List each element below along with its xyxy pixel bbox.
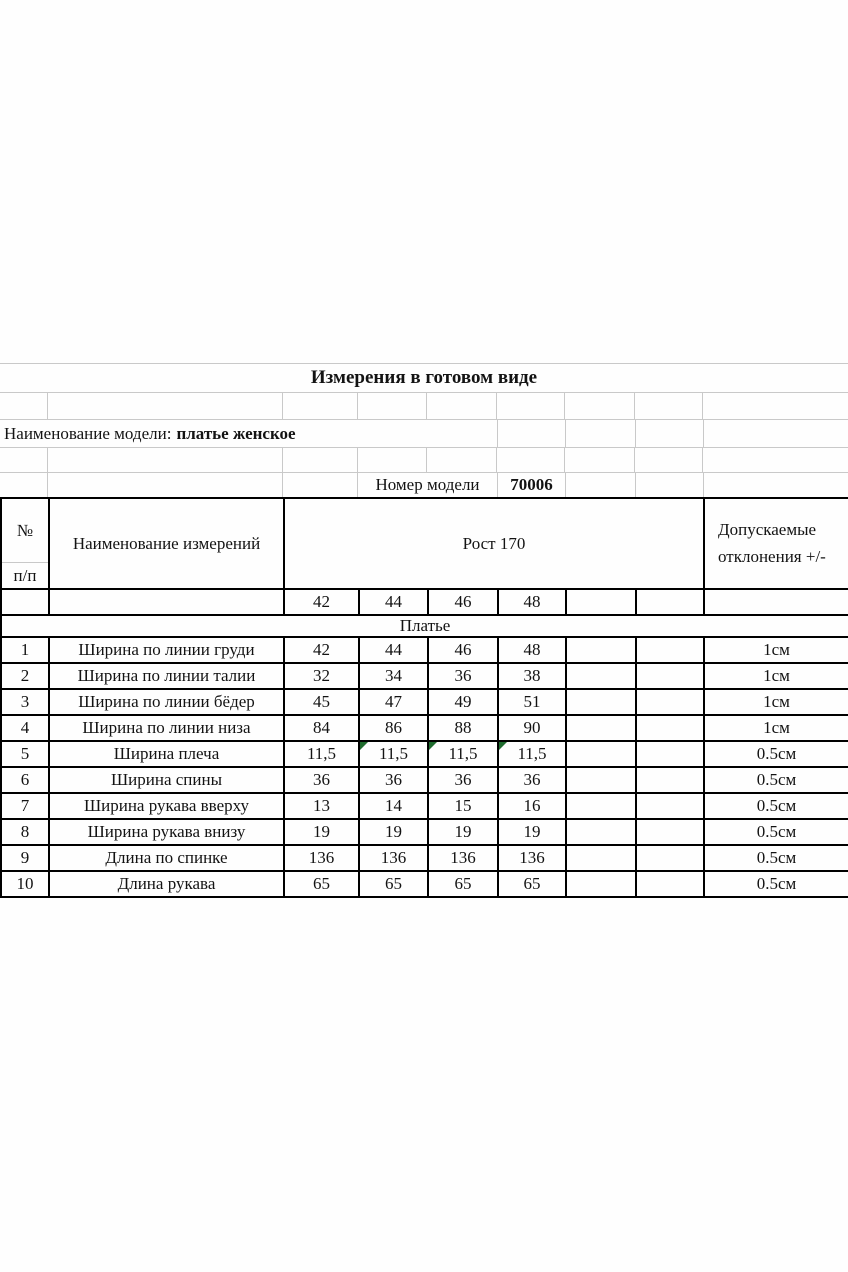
sizes-row (1, 589, 848, 615)
measurement-value: 11,5 (498, 741, 566, 767)
size-header: 42 (284, 589, 359, 615)
measurement-value: 36 (359, 767, 428, 793)
row-number-sub: п/п (13, 565, 37, 585)
empty-value-cell (566, 715, 636, 741)
green-corner-indicator (360, 742, 368, 750)
measurement-name: Ширина рукава внизу (49, 819, 284, 845)
header-row-number (1, 498, 49, 589)
tolerance-value: 0.5см (704, 793, 848, 819)
empty-value-cell (566, 637, 636, 663)
row-number: 2 (1, 663, 49, 689)
tolerance-value: 1см (704, 715, 848, 741)
measurement-row (1, 819, 848, 845)
measurement-value: 36 (428, 663, 498, 689)
grid-cell (703, 473, 848, 497)
empty-value-cell (566, 871, 636, 897)
measurement-value: 136 (498, 845, 566, 871)
empty-value-cell (636, 871, 704, 897)
sizes-row-spacer (704, 589, 848, 615)
measurement-value: 36 (284, 767, 359, 793)
size-header: 48 (498, 589, 566, 615)
measurement-value: 11,5 (359, 741, 428, 767)
grid-cell (0, 473, 48, 497)
tolerance-value: 1см (704, 637, 848, 663)
empty-value-cell (566, 845, 636, 871)
measurement-rows (1, 637, 848, 897)
grid-cell (497, 420, 565, 447)
empty-value-cell (566, 767, 636, 793)
measurement-name: Ширина по линии талии (49, 663, 284, 689)
grid-cell (703, 420, 848, 447)
tolerance-value: 0.5см (704, 767, 848, 793)
title-row (0, 363, 848, 393)
measurement-value: 90 (498, 715, 566, 741)
row-number-header (2, 499, 48, 588)
row-number: 6 (1, 767, 49, 793)
measurement-value: 65 (498, 871, 566, 897)
green-corner-indicator (429, 742, 437, 750)
sizes-row-spacer (1, 589, 49, 615)
empty-value-cell (566, 741, 636, 767)
header-height-group: Рост 170 (284, 498, 704, 589)
measurement-name: Ширина рукава вверху (49, 793, 284, 819)
row-number: 7 (1, 793, 49, 819)
row-number: 8 (1, 819, 49, 845)
measurement-value: 15 (428, 793, 498, 819)
empty-value-cell (636, 663, 704, 689)
measurements-table (0, 497, 848, 898)
empty-value-cell (636, 637, 704, 663)
measurement-name: Ширина по линии бёдер (49, 689, 284, 715)
measurement-value: 44 (359, 637, 428, 663)
grid-cell (497, 393, 565, 419)
sizes-row-spacer (49, 589, 284, 615)
grid-cell (565, 420, 635, 447)
row-number-sign: № (2, 499, 48, 563)
empty-value-cell (566, 663, 636, 689)
measurement-value: 36 (498, 767, 566, 793)
grid-cell (48, 473, 283, 497)
grid-cell (565, 448, 635, 472)
tolerance-value: 0.5см (704, 871, 848, 897)
table-header-row (1, 498, 848, 589)
header-tolerance-line2: отклонения +/- (718, 546, 826, 566)
sizes-row-spacer (636, 589, 704, 615)
model-number-label: Номер модели (375, 475, 480, 494)
measurement-value: 34 (359, 663, 428, 689)
grid-cell (358, 393, 427, 419)
measurement-value: 47 (359, 689, 428, 715)
grid-cell (427, 393, 497, 419)
grid-cell (635, 420, 703, 447)
grid-cell (565, 473, 635, 497)
tolerance-value: 0.5см (704, 845, 848, 871)
measurement-value: 19 (284, 819, 359, 845)
measurement-row (1, 871, 848, 897)
measurement-name: Ширина по линии груди (49, 637, 284, 663)
spacer-row-1 (0, 393, 848, 420)
empty-value-cell (636, 793, 704, 819)
spacer-row-2 (0, 448, 848, 473)
model-name-value: платье женское (176, 423, 296, 443)
measurement-value: 19 (498, 819, 566, 845)
row-number: 3 (1, 689, 49, 715)
sizes-row-spacer (566, 589, 636, 615)
measurement-value: 32 (284, 663, 359, 689)
measurement-row (1, 689, 848, 715)
grid-cell (48, 448, 283, 472)
measurement-value: 16 (498, 793, 566, 819)
row-number: 4 (1, 715, 49, 741)
tolerance-value: 1см (704, 689, 848, 715)
model-number-row (0, 473, 848, 497)
model-name-row (0, 420, 848, 448)
grid-cell (48, 393, 283, 419)
measurement-name: Длина рукава (49, 871, 284, 897)
measurement-value: 13 (284, 793, 359, 819)
measurement-name: Ширина плеча (49, 741, 284, 767)
row-number: 5 (1, 741, 49, 767)
grid-cell (565, 393, 635, 419)
measurement-name: Длина по спинке (49, 845, 284, 871)
grid-cell (0, 448, 48, 472)
grid-cell (0, 393, 48, 419)
empty-value-cell (566, 689, 636, 715)
header-tolerance-line1: Допускаемые (718, 520, 817, 540)
measurement-value: 11,5 (284, 741, 359, 767)
measurement-value: 65 (284, 871, 359, 897)
empty-value-cell (566, 819, 636, 845)
measurement-row (1, 793, 848, 819)
size-header: 44 (359, 589, 428, 615)
tolerance-value: 1см (704, 663, 848, 689)
model-number-value: 70006 (497, 473, 565, 497)
measurement-row (1, 741, 848, 767)
measurement-value: 65 (359, 871, 428, 897)
measurement-row (1, 845, 848, 871)
model-name-label: Наименование модели: (4, 423, 172, 443)
empty-value-cell (636, 845, 704, 871)
measurement-value: 11,5 (428, 741, 498, 767)
measurement-value: 88 (428, 715, 498, 741)
header-tolerance (704, 498, 848, 589)
row-number: 1 (1, 637, 49, 663)
measurement-value: 136 (428, 845, 498, 871)
measurement-value: 86 (359, 715, 428, 741)
row-number: 9 (1, 845, 49, 871)
section-row (1, 615, 848, 637)
measurement-row (1, 715, 848, 741)
measurement-row (1, 663, 848, 689)
measurement-row (1, 767, 848, 793)
measurement-value: 42 (284, 637, 359, 663)
empty-value-cell (636, 767, 704, 793)
measurement-value: 19 (359, 819, 428, 845)
tolerance-value: 0.5см (704, 741, 848, 767)
row-number: 10 (1, 871, 49, 897)
measurement-value: 38 (498, 663, 566, 689)
page-title: Измерения в готовом виде (310, 367, 538, 388)
grid-cell (635, 448, 703, 472)
header-measurement-name: Наименование измерений (49, 498, 284, 589)
section-label: Платье (1, 615, 848, 637)
empty-value-cell (636, 689, 704, 715)
measurement-row (1, 637, 848, 663)
measurement-value: 84 (284, 715, 359, 741)
empty-value-cell (636, 741, 704, 767)
empty-value-cell (636, 819, 704, 845)
grid-cell (703, 393, 848, 419)
grid-cell (703, 448, 848, 472)
grid-cell (635, 393, 703, 419)
measurement-name: Ширина по линии низа (49, 715, 284, 741)
measurement-value: 46 (428, 637, 498, 663)
grid-cell (427, 448, 497, 472)
model-name-cell (0, 420, 497, 447)
grid-cell (283, 473, 358, 497)
empty-value-cell (636, 715, 704, 741)
grid-cell (358, 448, 427, 472)
measurement-value: 136 (359, 845, 428, 871)
measurement-value: 49 (428, 689, 498, 715)
measurement-value: 19 (428, 819, 498, 845)
measurement-value: 48 (498, 637, 566, 663)
upper-section (0, 363, 848, 497)
measurement-value: 45 (284, 689, 359, 715)
grid-cell (497, 448, 565, 472)
size-header: 46 (428, 589, 498, 615)
grid-cell (635, 473, 703, 497)
empty-value-cell (566, 793, 636, 819)
measurement-value: 14 (359, 793, 428, 819)
measurement-value: 136 (284, 845, 359, 871)
grid-cell (283, 448, 358, 472)
measurement-value: 36 (428, 767, 498, 793)
green-corner-indicator (499, 742, 507, 750)
grid-cell (283, 393, 358, 419)
tolerance-value: 0.5см (704, 819, 848, 845)
measurement-name: Ширина спины (49, 767, 284, 793)
measurement-value: 65 (428, 871, 498, 897)
measurement-value: 51 (498, 689, 566, 715)
